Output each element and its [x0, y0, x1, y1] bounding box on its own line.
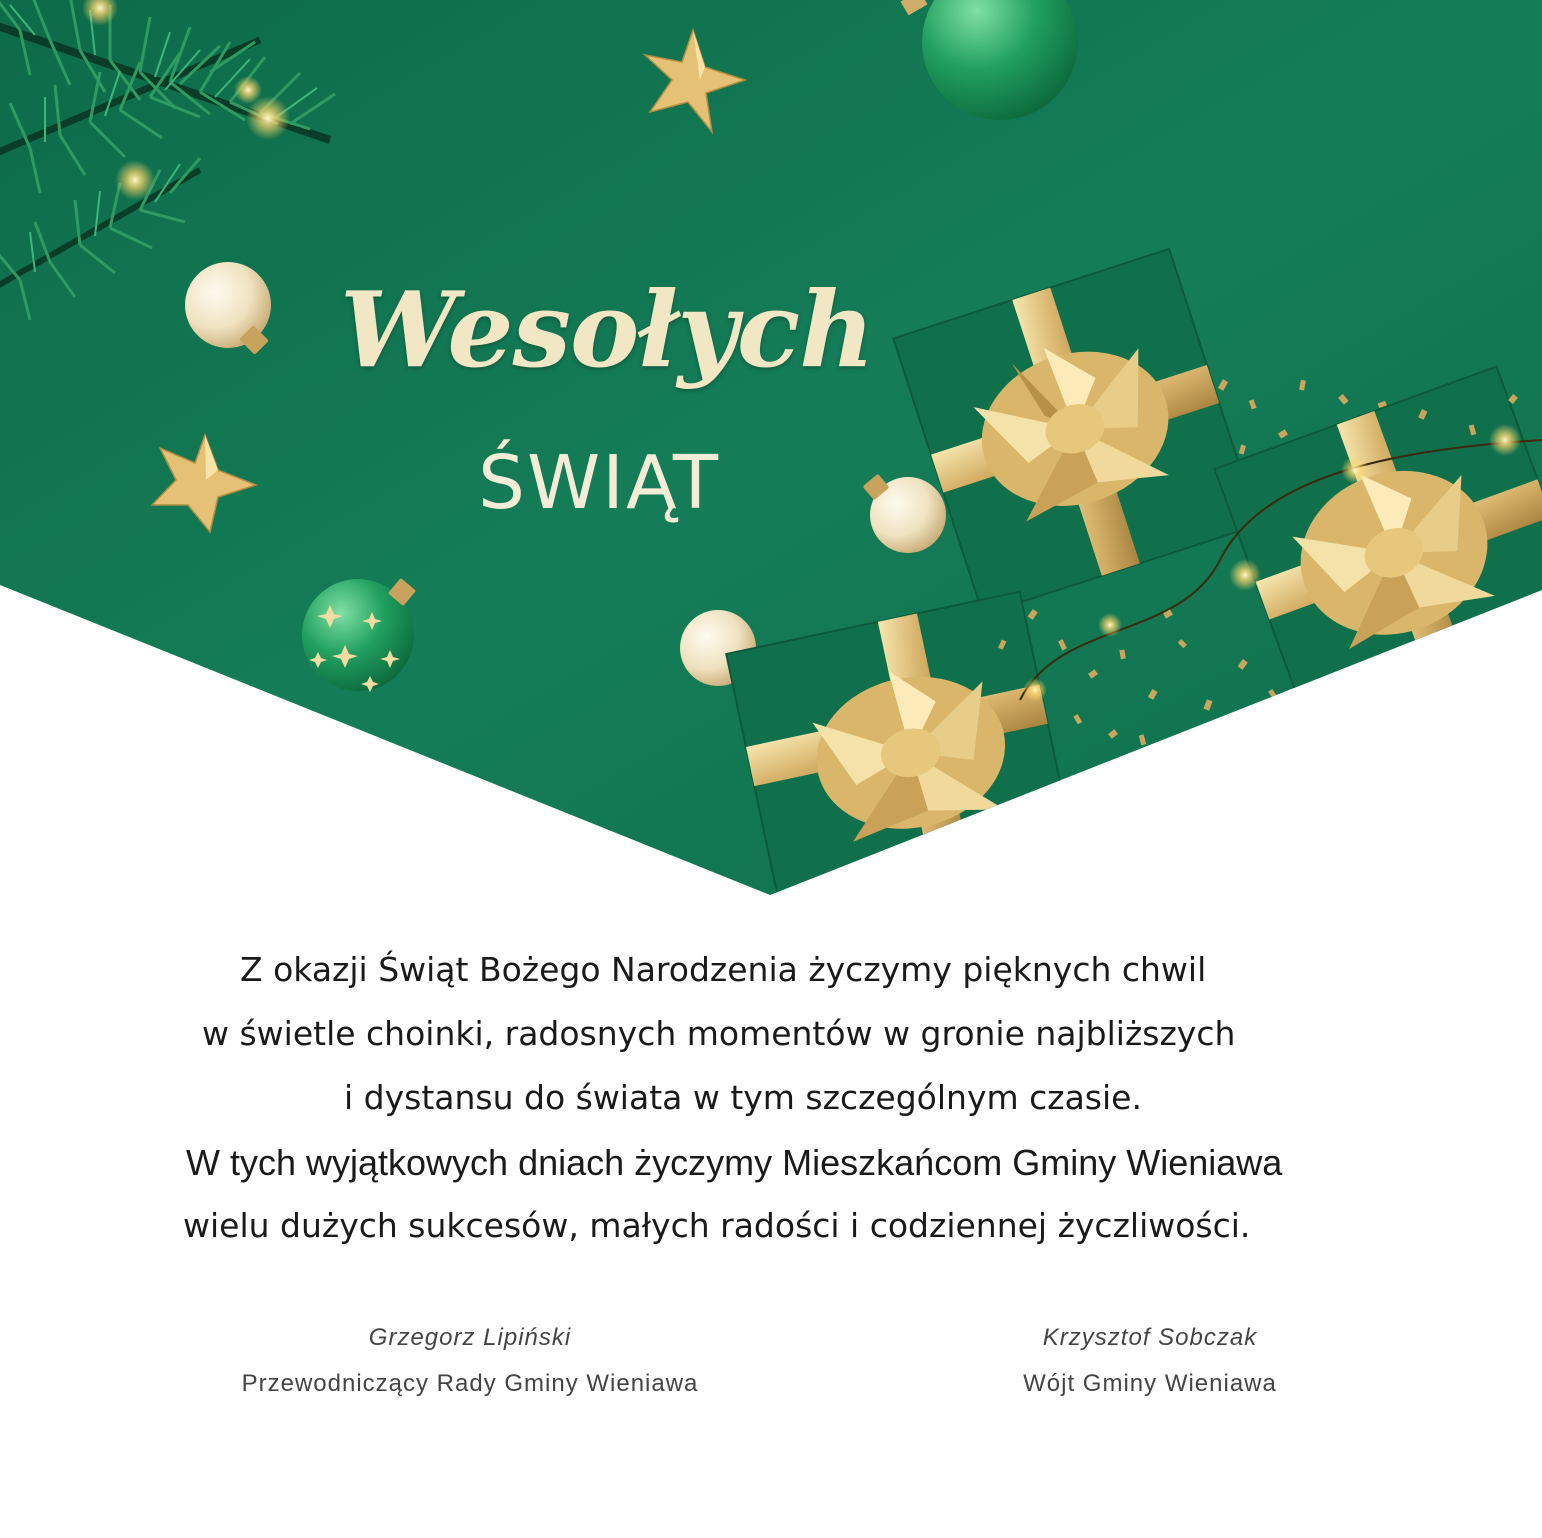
signature-right: [960, 1322, 1340, 1400]
greeting-line: W tych wyjątkowych dniach życzymy Mieszkańcom Gminy Wieniawa: [186, 1142, 1283, 1183]
signature-role: Przewodniczący Rady Gminy Wieniawa: [241, 1370, 699, 1397]
title-subtitle: ŚWIĄT: [478, 440, 721, 526]
greeting-line: Z okazji Świąt Bożego Narodzenia życzymy pięknych chwil: [240, 950, 1207, 989]
greeting-line: w świetle choinki, radosnych momentów w gronie najbliższych: [202, 1014, 1236, 1053]
signature-role: Wójt Gminy Wieniawa: [1023, 1370, 1277, 1397]
signature-name: Grzegorz Lipiński: [368, 1324, 572, 1351]
greeting-line: i dystansu do świata w tym szczególnym czasie.: [344, 1078, 1142, 1117]
title-script: Wesołych: [340, 268, 874, 391]
greeting-line: wielu dużych sukcesów, małych radości i codziennej życzliwości.: [183, 1206, 1251, 1245]
signature-left: [210, 1322, 730, 1400]
signature-name: Krzysztof Sobczak: [1042, 1324, 1258, 1351]
